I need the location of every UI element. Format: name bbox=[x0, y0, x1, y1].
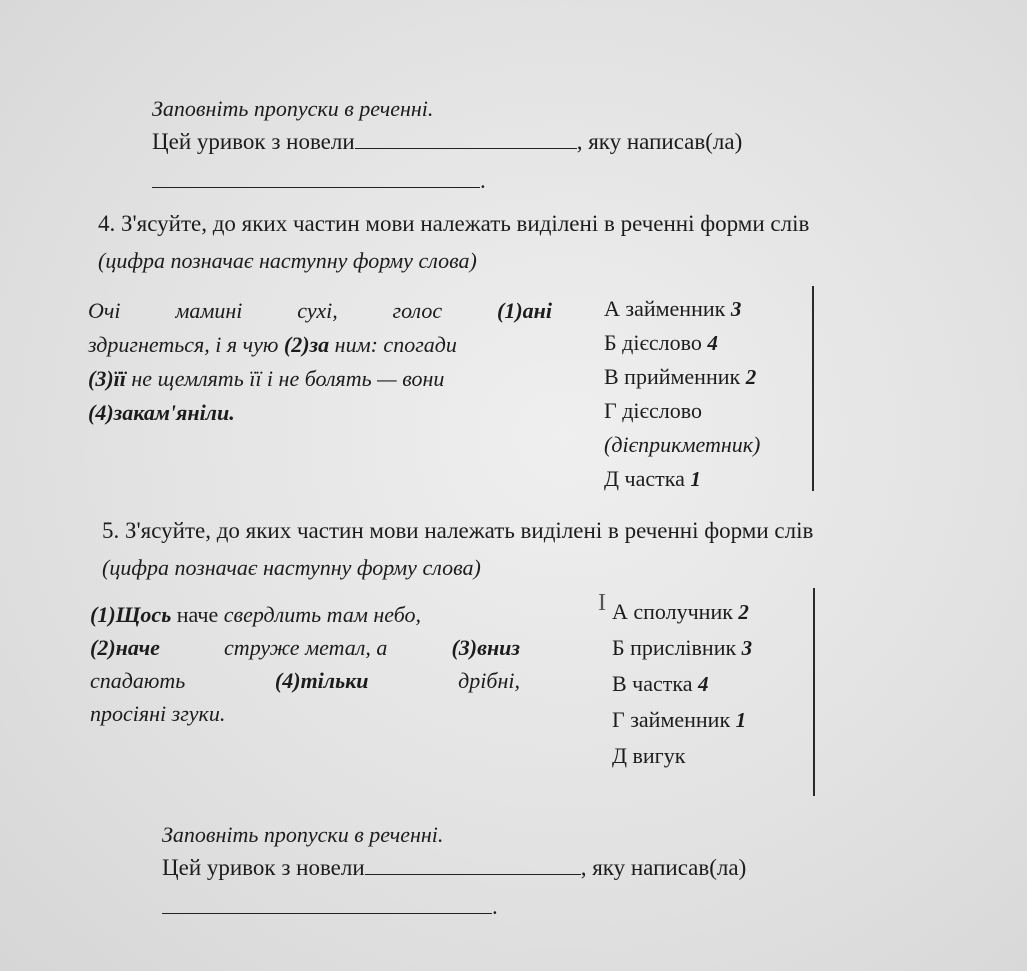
q4-option-label: Д частка bbox=[604, 466, 685, 491]
q5-text: свердлить там небо, bbox=[223, 602, 422, 627]
q4-option-a[interactable] bbox=[604, 292, 760, 326]
bottom-fill-instruction: Заповніть пропуски в реченні. bbox=[162, 822, 444, 847]
q4-passage-line2 bbox=[88, 332, 552, 358]
q4-option-g-note: (дієприкметник) bbox=[604, 432, 761, 457]
q4-word: сухі, bbox=[297, 298, 338, 323]
q4-option-d[interactable] bbox=[604, 462, 760, 496]
q4-text: ним: спогади bbox=[329, 332, 457, 357]
text-cursor-icon: I bbox=[598, 590, 606, 616]
q5-passage-line3 bbox=[90, 668, 520, 694]
q5-text: просіяні згуки. bbox=[90, 701, 226, 726]
q4-title: 4. З'ясуйте, до яких частин мови належать виділені в реченні форми слів bbox=[98, 211, 810, 236]
q5-answer: 3 bbox=[741, 636, 753, 660]
q5-answer: 1 bbox=[735, 708, 747, 732]
q4-highlight-4: (4)закам'яніли. bbox=[88, 400, 235, 425]
q4-option-v[interactable] bbox=[604, 360, 760, 394]
bottom-fill-line2-end: . bbox=[492, 894, 498, 919]
bottom-fill-blank-title[interactable] bbox=[365, 856, 581, 875]
q4-highlight-1: (1)ані bbox=[497, 298, 552, 323]
q4-passage bbox=[88, 298, 552, 426]
q4-option-label: В прийменник bbox=[604, 364, 741, 389]
top-fill-line1 bbox=[152, 129, 742, 155]
top-fill-blank-author[interactable] bbox=[152, 169, 480, 188]
q5-option-a[interactable] bbox=[612, 594, 752, 630]
q4-option-g[interactable] bbox=[604, 394, 760, 428]
bottom-fill-line1 bbox=[162, 855, 746, 881]
q4-option-label: Б дієслово bbox=[604, 330, 702, 355]
q5-highlight-4: (4)тільки bbox=[274, 668, 369, 693]
q4-text: здригнеться, і я чую bbox=[88, 332, 284, 357]
q5-options bbox=[612, 594, 752, 773]
top-fill-instruction: Заповніть пропуски в реченні. bbox=[152, 96, 434, 121]
q5-text: дрібні, bbox=[458, 668, 520, 693]
q4-subtitle: (цифра позначає наступну форму слова) bbox=[98, 248, 477, 273]
top-fill-blank-title[interactable] bbox=[355, 130, 577, 149]
q5-answer: 4 bbox=[698, 672, 709, 696]
q5-answer: 2 bbox=[738, 600, 749, 624]
q5-title: 5. З'ясуйте, до яких частин мови належать виділені в реченні форми слів bbox=[102, 518, 814, 543]
q5-option-label: В частка bbox=[612, 671, 693, 696]
q4-answer: 1 bbox=[690, 467, 701, 491]
q5-option-d[interactable] bbox=[612, 738, 752, 773]
q4-option-label: А займенник bbox=[604, 296, 726, 321]
q4-passage-line1 bbox=[88, 298, 552, 324]
q4-answer: 3 bbox=[730, 297, 742, 321]
q4-options bbox=[604, 292, 760, 496]
top-fill-line2-end: . bbox=[480, 168, 486, 193]
q5-option-label: А сполучник bbox=[612, 599, 733, 624]
bottom-fill-blank-author[interactable] bbox=[162, 895, 492, 914]
bottom-fill-line2 bbox=[162, 894, 498, 920]
q4-word: Очі bbox=[88, 298, 121, 323]
q5-passage-line2 bbox=[90, 635, 520, 661]
q5-text: наче bbox=[171, 602, 224, 627]
q4-divider bbox=[812, 286, 814, 491]
q4-option-label: Г дієслово bbox=[604, 398, 702, 423]
q4-option-b[interactable] bbox=[604, 326, 760, 360]
q5-option-b[interactable] bbox=[612, 630, 752, 666]
q4-answer: 2 bbox=[745, 365, 757, 389]
q4-passage-line3 bbox=[88, 366, 552, 392]
q5-passage bbox=[90, 602, 520, 727]
q4-highlight-3: (3)її bbox=[88, 366, 126, 391]
q5-passage-line1 bbox=[90, 602, 520, 628]
q5-highlight-3: (3)вниз bbox=[451, 635, 520, 660]
q5-option-v[interactable] bbox=[612, 666, 752, 702]
q4-text: не щемлять її і не болять — вони bbox=[125, 366, 445, 391]
q5-text: спадають bbox=[90, 668, 186, 693]
q4-highlight-2: (2)за bbox=[283, 332, 330, 357]
bottom-fill-line1-start: Цей уривок з новели bbox=[162, 855, 365, 880]
q5-option-label: Д вигук bbox=[612, 743, 686, 768]
q5-highlight-1: (1)Щось bbox=[90, 602, 172, 627]
q5-divider bbox=[813, 588, 815, 796]
top-fill-line1-start: Цей уривок з новели bbox=[152, 129, 355, 154]
q5-subtitle: (цифра позначає наступну форму слова) bbox=[102, 555, 481, 580]
q4-answer: 4 bbox=[707, 331, 718, 355]
q5-option-label: Г займенник bbox=[612, 707, 731, 732]
q5-option-label: Б прислівник bbox=[612, 635, 737, 660]
bottom-fill-line1-end: , яку написав(ла) bbox=[580, 855, 747, 880]
q4-word: голос bbox=[392, 298, 443, 323]
top-fill-line2 bbox=[152, 168, 486, 194]
q5-text: струже метал, а bbox=[224, 635, 388, 660]
q4-word: мамині bbox=[175, 298, 243, 323]
top-fill-line1-end: , яку написав(ла) bbox=[576, 129, 743, 154]
q5-option-g[interactable] bbox=[612, 702, 752, 738]
q5-highlight-2: (2)наче bbox=[90, 635, 160, 660]
